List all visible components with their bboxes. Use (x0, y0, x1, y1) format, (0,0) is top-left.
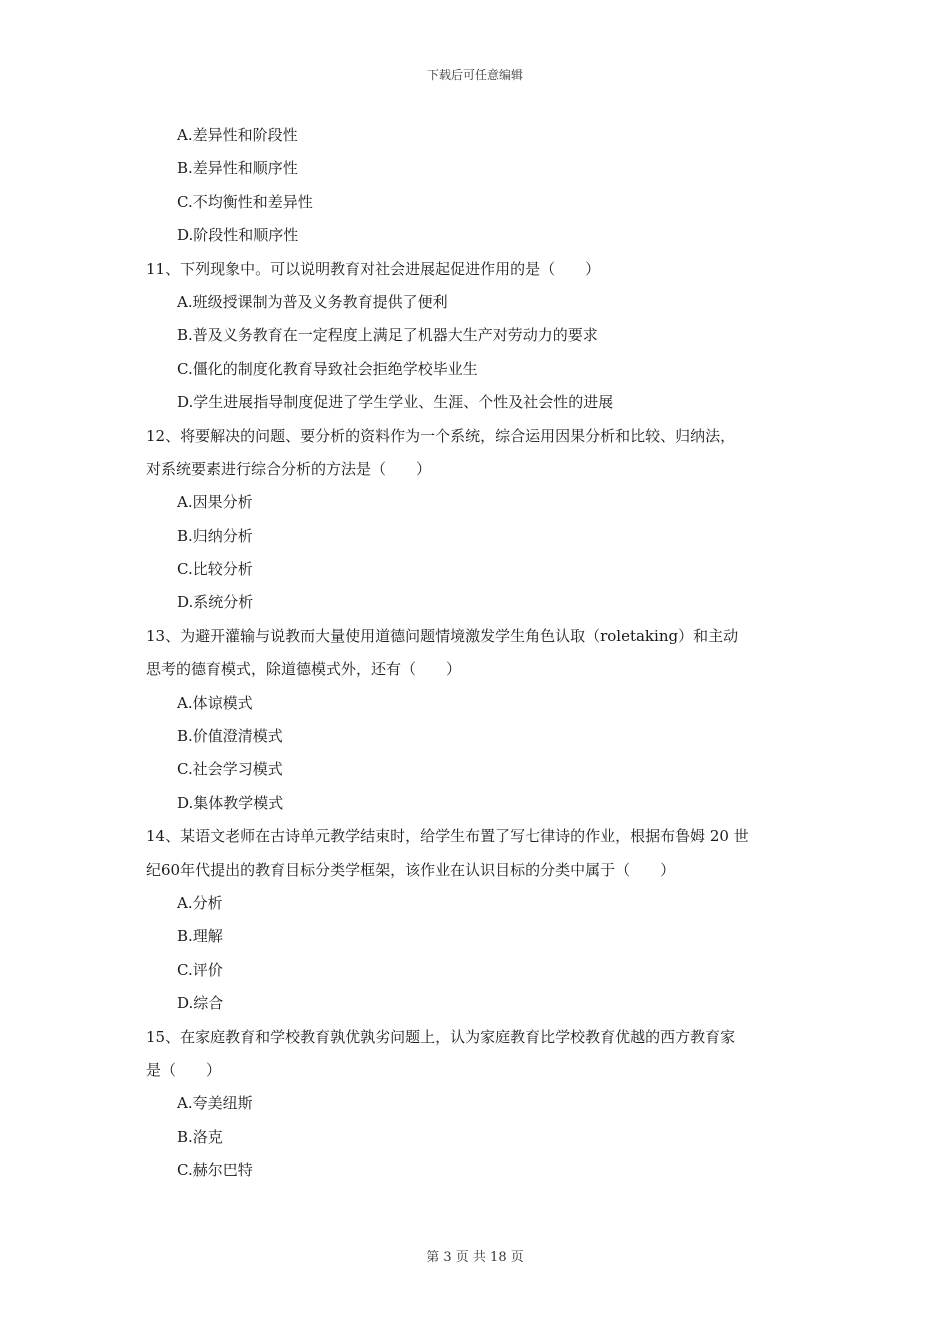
page-footer: 第 3 页 共 18 页 (426, 1250, 524, 1265)
option-line: C.比较分析 (177, 560, 253, 579)
page-header: 下载后可任意编辑 (426, 68, 523, 82)
question-line: 思考的德育模式，除道德模式外，还有（ ） (146, 660, 462, 679)
option-line: B.普及义务教育在一定程度上满足了机器大生产对劳动力的要求 (177, 326, 598, 345)
option-line: C.社会学习模式 (177, 760, 283, 779)
question-line: 12、将要解决的问题、要分析的资料作为一个系统，综合运用因果分析和比较、归纳法， (146, 426, 736, 445)
option-line: A.分析 (177, 893, 223, 912)
question-line: 对系统要素进行综合分析的方法是（ ） (146, 459, 432, 478)
option-line: D.阶段性和顺序性 (177, 226, 299, 245)
option-line: B.理解 (177, 927, 223, 946)
question-line: 11、下列现象中。可以说明教育对社会进展起促进作用的是（ ） (146, 259, 601, 278)
option-line: D.综合 (177, 994, 224, 1013)
option-line: A.班级授课制为普及义务教育提供了便利 (177, 292, 448, 311)
option-line: C.评价 (177, 960, 223, 979)
question-line: 14、某语文老师在古诗单元教学结束时，给学生布置了写七律诗的作业，根据布鲁姆 20 世 (146, 827, 749, 846)
option-line: D.集体教学模式 (177, 793, 284, 812)
option-line: A.因果分析 (177, 493, 253, 512)
question-line: 15、在家庭教育和学校教育孰优孰劣问题上，认为家庭教育比学校教育优越的西方教育家 (146, 1027, 736, 1046)
option-line: A.差异性和阶段性 (177, 126, 298, 144)
option-line: B.价值澄清模式 (177, 727, 283, 746)
option-line: C.赫尔巴特 (177, 1161, 253, 1180)
document-body (146, 119, 816, 1188)
question-line: 纪60年代提出的教育目标分类学框架，该作业在认识目标的分类中属于（ ） (146, 860, 676, 879)
option-line: C.僵化的制度化教育导致社会拒绝学校毕业生 (177, 359, 478, 378)
question-line: 13、为避开灌输与说教而大量使用道德问题情境激发学生角色认取（roletaking）和主动 (146, 626, 739, 645)
question-line: 是（ ） (146, 1060, 222, 1079)
option-line: B.洛克 (177, 1127, 223, 1146)
option-line: D.系统分析 (177, 593, 254, 612)
option-line: B.差异性和顺序性 (177, 159, 298, 178)
option-line: B.归纳分析 (177, 526, 253, 545)
option-line: C.不均衡性和差异性 (177, 192, 313, 211)
option-line: D.学生进展指导制度促进了学生学业、生涯、个性及社会性的进展 (177, 393, 614, 412)
option-line: A.体谅模式 (177, 693, 253, 712)
option-line: A.夸美纽斯 (177, 1094, 253, 1113)
